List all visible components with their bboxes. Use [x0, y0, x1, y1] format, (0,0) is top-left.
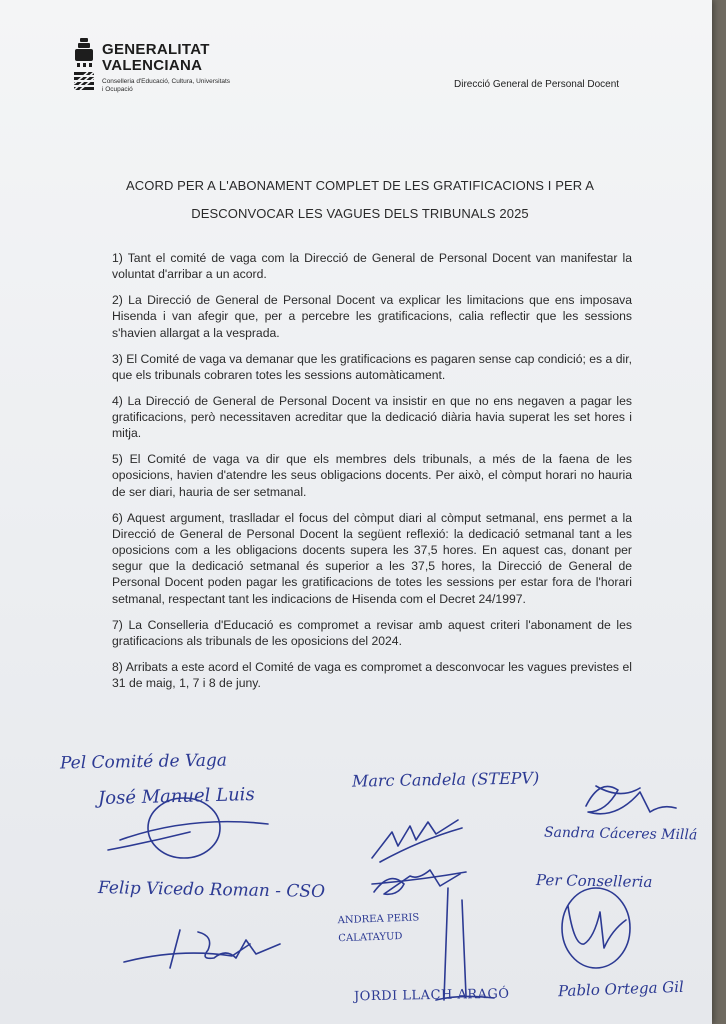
paragraph-8: 8) Arribats a este acord el Comité de vaga es compromet a desconvocar les vagues previstes el 31 de maig, 1, 7 i 8 de juny.: [112, 659, 632, 691]
signer-name-4: Felip Vicedo Roman - CSO: [97, 878, 326, 902]
paragraph-1: 1) Tant el comité de vaga com la Direcció de General de Personal Docent van manifestar la voluntat d'arribar a un acord.: [112, 251, 632, 282]
paragraph-6: 6) Aquest argument, traslladar el focus del còmput diari al còmput setmanal, ens permet a la Direcció de General de Personal Docent la següent reflexió: la dedicació setmanal tant a les oposicions com a les obligacions docents supera les 37,5 hores. En aquest cas, donant per segur que la dedicació setmanal és superior a les 37,5 hores, la Direcció de General de Personal Docent poden pagar les gratificacions de totes les sessions per estar fora de l'horari setmanal, respectant tant les indicacions de Hisenda com el Decret 24/1997.: [112, 510, 632, 606]
title-line-1: ACORD PER A L'ABONAMENT COMPLET DE LES GRATIFICACIONS I PER A: [125, 178, 595, 193]
signer-name-2: Marc Candela (STEPV): [351, 768, 540, 791]
paragraph-7: 7) La Conselleria d'Educació es compromet a revisar amb aquest criteri l'abonament de les gratificacions als tribunals de les oposicions del 2024.: [112, 617, 632, 648]
signer-name-1: José Manuel Luis: [97, 783, 255, 810]
org-name-line2: VALENCIANA: [102, 57, 203, 74]
signature-2: [372, 820, 462, 862]
conselleria-heading: Per Conselleria: [535, 870, 653, 892]
signature-5: [124, 930, 280, 968]
signature-6: [436, 888, 494, 1000]
org-name-line1: GENERALITAT: [102, 41, 210, 58]
signature-4: [372, 870, 466, 894]
org-department: Conselleria d'Educació, Cultura, Universitats i Ocupació: [102, 78, 231, 93]
paragraph-3: 3) El Comité de vaga va demanar que les gratificacions es pagaren sense cap condició; es a dir, que els tribunals cobraren totes les sessions automàticament.: [112, 351, 632, 382]
paragraph-2: 2) La Direcció de General de Personal Docent va explicar les limitacions que ens imposava Hisenda i van afegir que, per a percebre les gratificacions, calia reflectir que les sessions s'havien allargat a la vesprada.: [112, 293, 632, 340]
signature-7: [562, 888, 630, 968]
signer-name-3: Sandra Cáceres Millá: [543, 824, 698, 844]
signer-name-6: JORDI LLACH ARAGÓ: [353, 986, 510, 1005]
paragraph-4: 4) La Direcció de General de Personal Docent va insistir en que no ens negaven a pagar les gratificacions, però necessitaven acreditar que la dedicació diària havia superat les set hores i mitja.: [112, 393, 632, 441]
committee-heading: Pel Comité de Vaga: [59, 750, 228, 774]
title-line-2: DESCONVOCAR LES VAGUES DELS TRIBUNALS 2025: [191, 206, 529, 221]
signer-name-7: Pablo Ortega Gil: [557, 977, 685, 1001]
signature-3: [586, 786, 676, 814]
directorate-name: Direcció General de Personal Docent: [454, 79, 620, 90]
paragraph-5: 5) El Comité de vaga va dir que els membres dels tribunals, a més de la faena de les oposicions, havien d'atendre les seus obligacions docents. Per això, el còmput horari no hauria de ser diari, hauria de ser setmanal.: [112, 452, 632, 499]
signer-name-5: ANDREA PERIS CALATAYUD: [337, 912, 420, 945]
signature-1: [108, 798, 268, 858]
